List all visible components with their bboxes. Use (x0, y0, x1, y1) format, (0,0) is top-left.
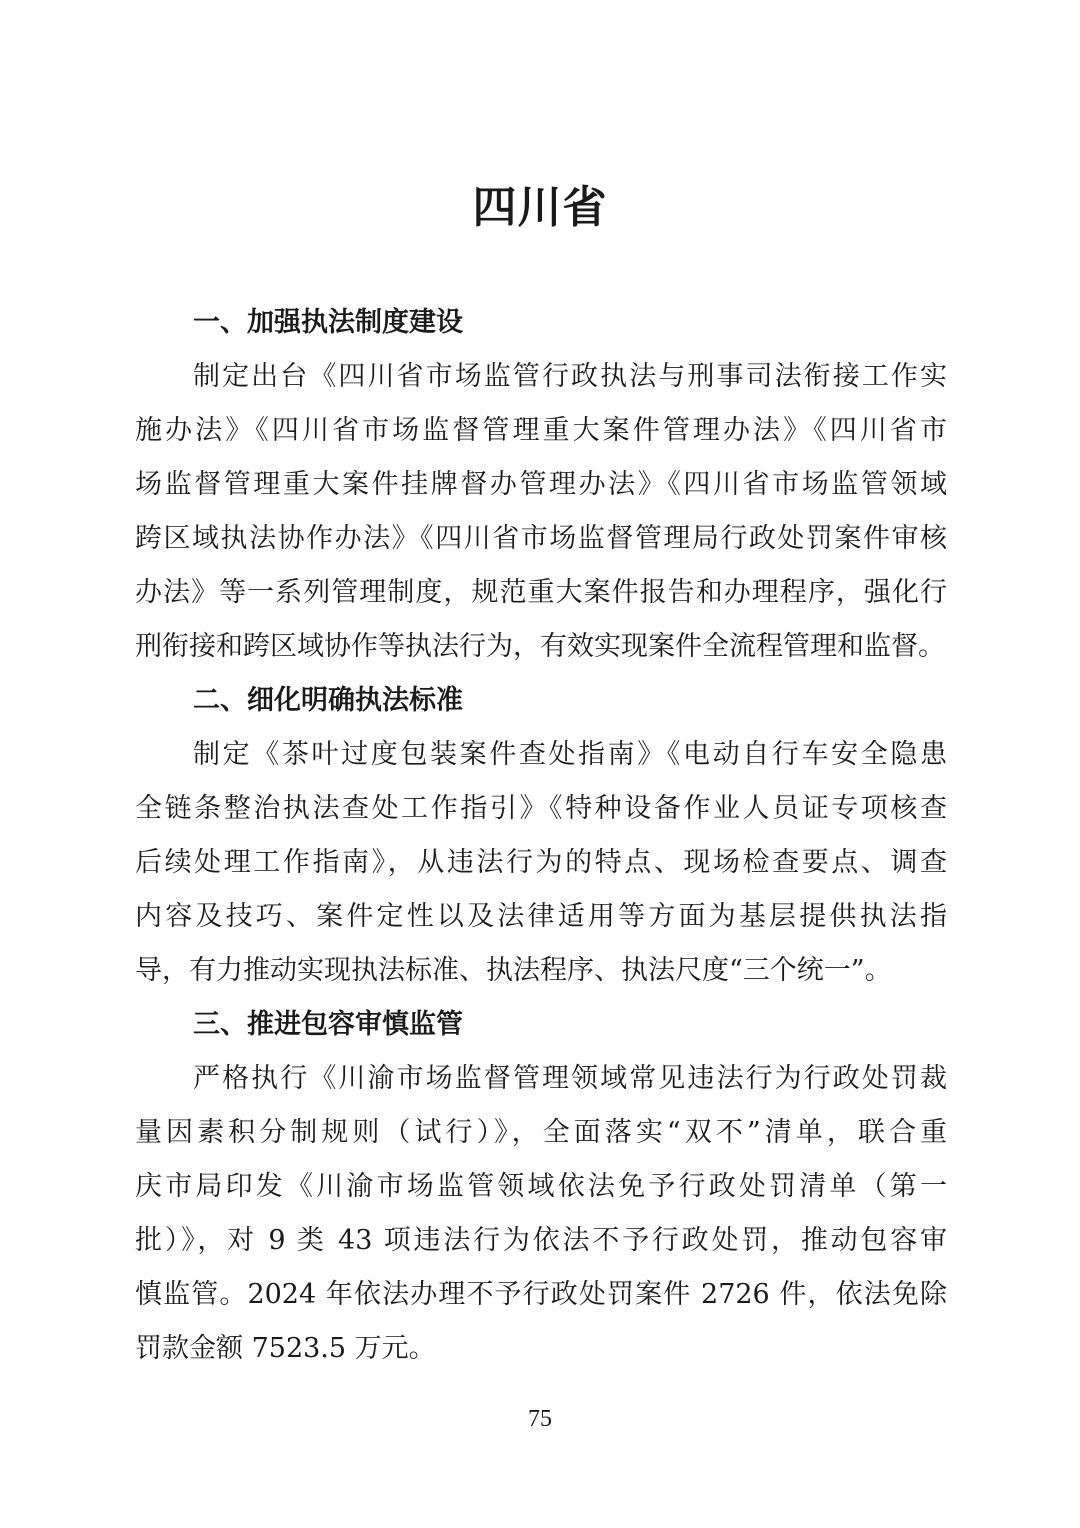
paragraph-line: 制定出台《四川省市场监管行政执法与刑事司法衔接工作实 (193, 361, 947, 392)
paragraph-line: 严格执行《川渝市场监督管理领域常见违法行为行政处罚裁 (193, 1063, 947, 1094)
paragraph-line: 施办法》《四川省市场监督管理重大案件管理办法》《四川省市 (135, 415, 947, 446)
document-body (135, 296, 947, 1376)
page-title: 四川省 (472, 182, 608, 233)
section-2 (135, 674, 947, 998)
page-number: 75 (528, 1406, 552, 1432)
paragraph-line: 跨区域执法协作办法》《四川省市场监督管理局行政处罚案件审核 (135, 523, 947, 554)
paragraph-line: 办法》等一系列管理制度，规范重大案件报告和办理程序，强化行 (135, 577, 947, 608)
paragraph-line: 场监督管理重大案件挂牌督办管理办法》《四川省市场监管领域 (135, 469, 947, 500)
section-heading: 一、加强执法制度建设 (193, 307, 463, 338)
paragraph-line: 内容及技巧、案件定性以及法律适用等方面为基层提供执法指 (135, 901, 947, 932)
paragraph-line: 庆市局印发《川渝市场监管领域依法免予行政处罚清单（第一 (135, 1171, 947, 1202)
paragraph-line: 批）》，对 9 类 43 项违法行为依法不予行政处罚，推动包容审 (135, 1225, 947, 1256)
paragraph-line: 刑衔接和跨区域协作等执法行为，有效实现案件全流程管理和监督。 (135, 631, 945, 662)
section-heading: 二、细化明确执法标准 (193, 685, 463, 716)
paragraph-line: 量因素积分制规则（试行）》，全面落实“双不”清单，联合重 (135, 1117, 947, 1148)
paragraph-line: 制定《茶叶过度包装案件查处指南》《电动自行车安全隐患 (193, 739, 947, 770)
section-3 (135, 998, 947, 1376)
section-1 (135, 296, 947, 674)
paragraph-line: 后续处理工作指南》，从违法行为的特点、现场检查要点、调查 (135, 847, 947, 878)
paragraph-line: 导，有力推动实现执法标准、执法程序、执法尺度“三个统一”。 (135, 955, 892, 986)
section-heading: 三、推进包容审慎监管 (193, 1009, 463, 1040)
paragraph-line: 慎监管。2024 年依法办理不予行政处罚案件 2726 件，依法免除 (135, 1279, 947, 1310)
paragraph-line: 罚款金额 7523.5 万元。 (135, 1333, 436, 1364)
paragraph-line: 全链条整治执法查处工作指引》《特种设备作业人员证专项核查 (135, 793, 947, 824)
